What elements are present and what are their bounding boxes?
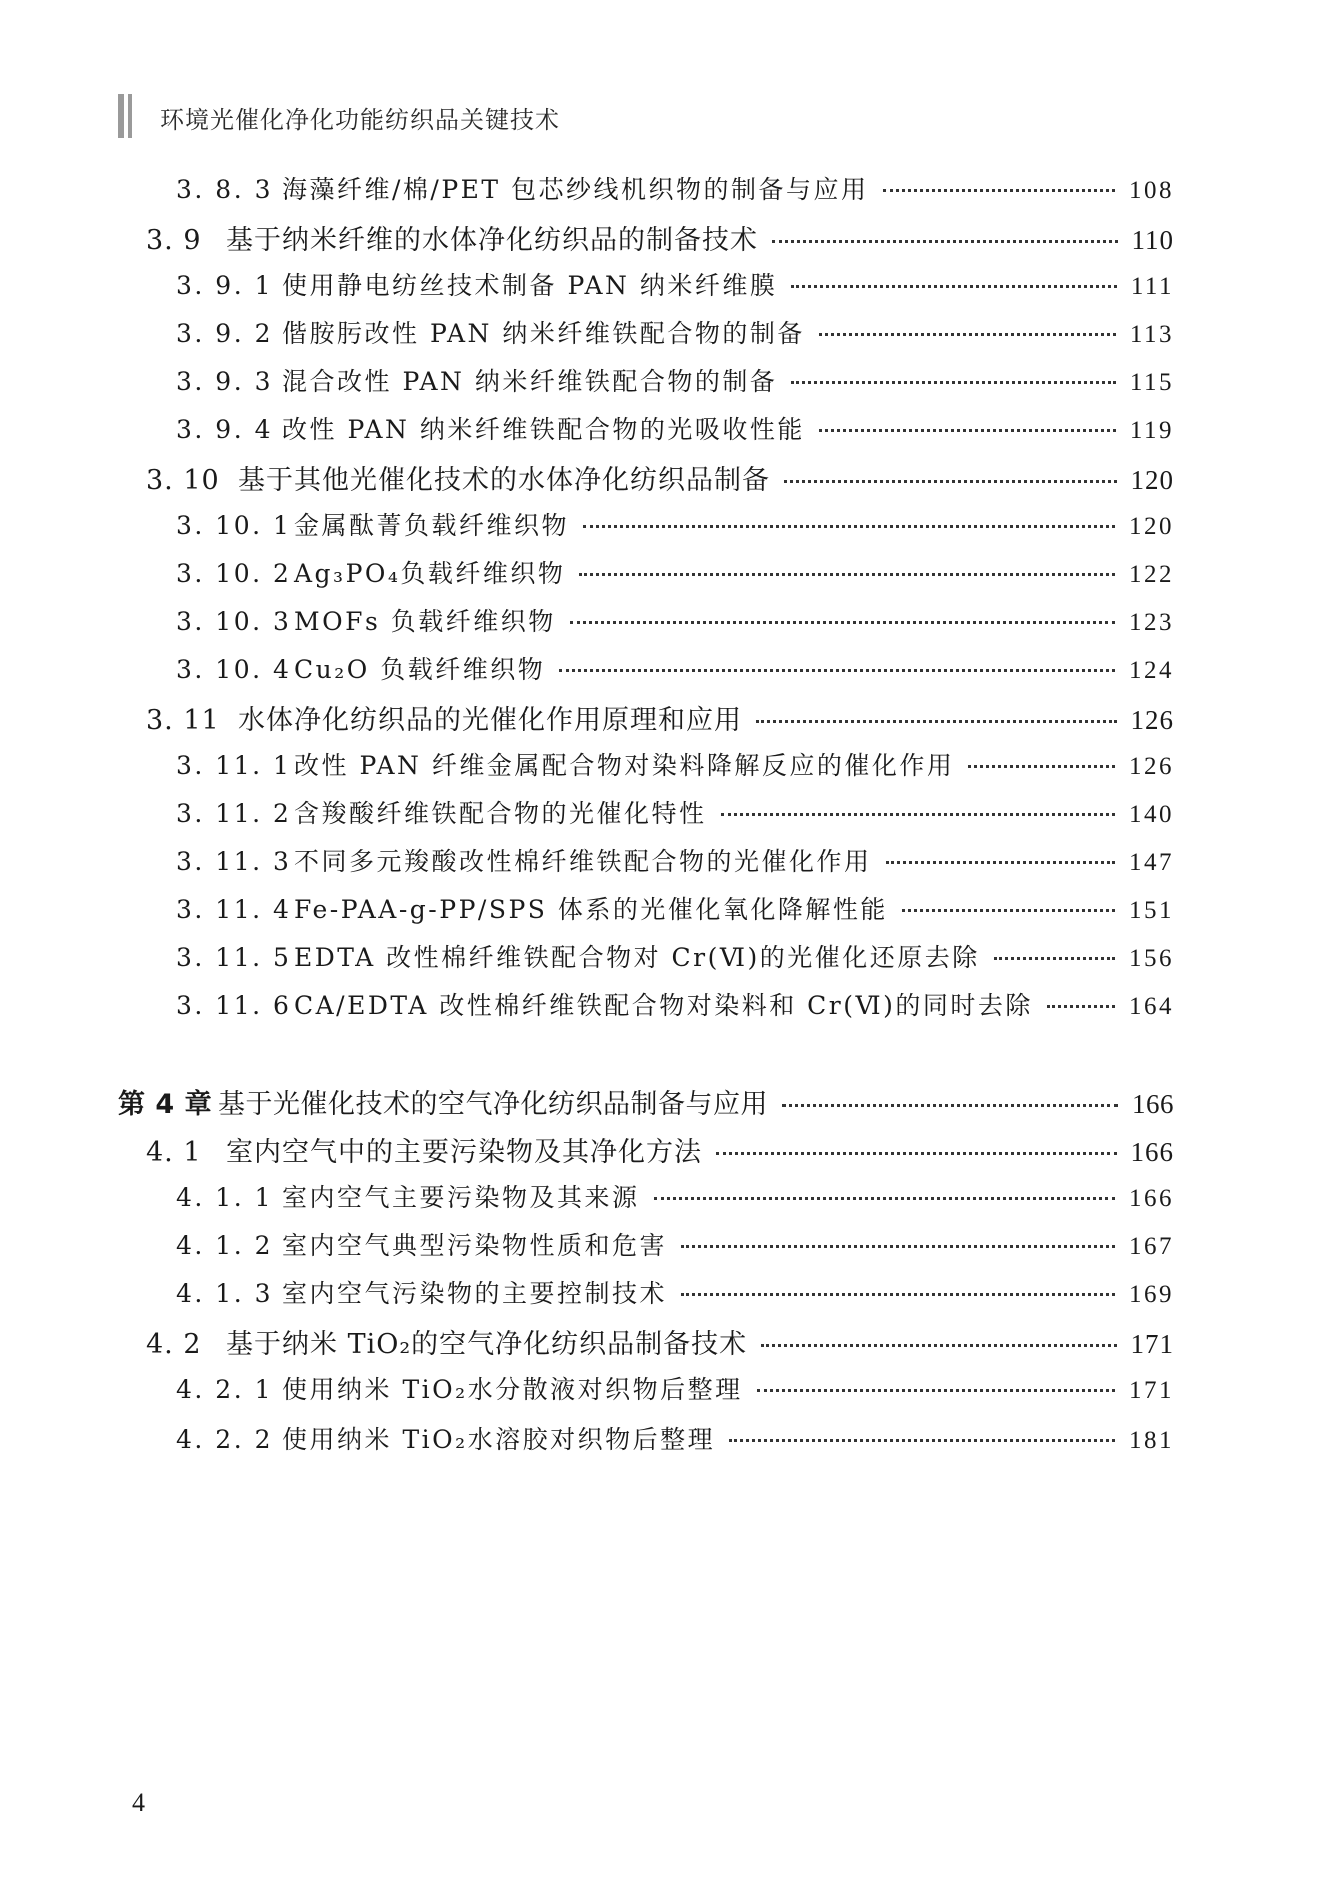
toc-entry [176, 842, 1174, 882]
toc-entry [176, 554, 1174, 594]
toc-leader [994, 957, 1115, 960]
toc-leader [772, 240, 1118, 243]
toc-title: 金属酞菁负载纤维织物 [294, 511, 570, 540]
toc-title: 偕胺肟改性 PAN 纳米纤维铁配合物的制备 [282, 319, 805, 348]
toc-leader [1047, 1005, 1115, 1008]
toc-title: 室内空气典型污染物性质和危害 [282, 1231, 668, 1260]
toc-page: 147 [1129, 849, 1174, 876]
toc-number: 3. 9. 2 [176, 319, 274, 348]
toc-page: 124 [1129, 657, 1174, 684]
toc-number: 3. 11 [146, 705, 220, 736]
toc-entry [176, 890, 1174, 930]
toc-page: 167 [1129, 1233, 1174, 1260]
toc-leader [886, 861, 1115, 864]
toc-number: 3. 10. 3 [176, 607, 292, 636]
toc-page: 111 [1130, 273, 1174, 300]
toc-page: 151 [1129, 897, 1174, 924]
toc-number: 3. 11. 2 [176, 799, 292, 828]
toc-chapter-number: 第 4 章 [118, 1089, 213, 1120]
toc-leader [757, 1389, 1115, 1392]
toc-title: MOFs 负载纤维织物 [294, 607, 556, 636]
toc-page: 156 [1129, 945, 1174, 972]
toc-leader [559, 669, 1115, 672]
toc-number: 3. 11. 3 [176, 847, 292, 876]
toc-leader [756, 720, 1117, 723]
toc-entry [176, 1274, 1174, 1314]
toc-page: 113 [1129, 321, 1174, 348]
toc-number: 3. 10. 1 [176, 511, 292, 540]
toc-page: 108 [1129, 177, 1174, 204]
toc-title: 改性 PAN 纤维金属配合物对染料降解反应的催化作用 [294, 751, 955, 780]
toc-title: 室内空气中的主要污染物及其净化方法 [226, 1137, 702, 1168]
toc-title: 室内空气主要污染物及其来源 [282, 1183, 640, 1212]
toc-leader [716, 1152, 1117, 1155]
toc-entry [146, 1322, 1174, 1362]
toc-leader [791, 285, 1116, 288]
toc-leader [791, 381, 1116, 384]
toc-page: 126 [1130, 705, 1174, 735]
toc-chapter-entry [118, 1082, 1174, 1122]
toc-page: 140 [1129, 801, 1174, 828]
toc-page: 110 [1131, 225, 1174, 255]
toc-page: 171 [1130, 1329, 1174, 1359]
toc-number: 3. 11. 6 [176, 991, 292, 1020]
toc-number: 4. 1. 3 [176, 1279, 274, 1308]
toc-entry [176, 314, 1174, 354]
toc-leader [654, 1197, 1115, 1200]
toc-number: 4. 2. 2 [176, 1425, 274, 1454]
toc-number: 3. 9 [146, 225, 202, 256]
toc-title: Cu₂O 负载纤维织物 [294, 655, 546, 684]
toc-number: 3. 10. 4 [176, 655, 292, 684]
toc-leader [819, 429, 1116, 432]
toc-entry [146, 698, 1174, 738]
header-rule-thin [128, 94, 132, 138]
toc-page: 166 [1132, 1089, 1174, 1119]
toc-number: 4. 1 [146, 1137, 202, 1168]
toc-title: 海藻纤维/棉/PET 包芯纱线机织物的制备与应用 [282, 175, 869, 204]
toc-entry [176, 746, 1174, 786]
toc-title: 改性 PAN 纳米纤维铁配合物的光吸收性能 [282, 415, 805, 444]
toc-page: 166 [1130, 1137, 1174, 1167]
toc-entry [176, 650, 1174, 690]
toc-entry [176, 1226, 1174, 1266]
toc-number: 4. 2. 1 [176, 1375, 274, 1404]
toc-page: 171 [1129, 1377, 1174, 1404]
toc-leader [784, 480, 1117, 483]
toc-entry [176, 1178, 1174, 1218]
toc-entry [176, 362, 1174, 402]
toc-number: 4. 1. 1 [176, 1183, 274, 1212]
toc-title: Fe-PAA-g-PP/SPS 体系的光催化氧化降解性能 [294, 895, 888, 924]
toc-number: 3. 9. 4 [176, 415, 274, 444]
toc-entry [176, 170, 1174, 210]
toc-title: 水体净化纺织品的光催化作用原理和应用 [238, 705, 742, 736]
toc-leader [729, 1439, 1115, 1442]
toc-page: 123 [1129, 609, 1174, 636]
toc-number: 4. 1. 2 [176, 1231, 274, 1260]
toc-leader [902, 909, 1115, 912]
toc-number: 3. 10. 2 [176, 559, 292, 588]
toc-page: 166 [1129, 1185, 1174, 1212]
toc-leader [782, 1104, 1118, 1107]
toc-page: 115 [1129, 369, 1174, 396]
toc-leader [883, 189, 1115, 192]
toc-page: 126 [1129, 753, 1174, 780]
toc-page: 169 [1129, 1281, 1174, 1308]
toc-title: 基于其他光催化技术的水体净化纺织品制备 [238, 465, 770, 496]
toc-leader [579, 573, 1115, 576]
toc-title: 含羧酸纤维铁配合物的光催化特性 [294, 799, 707, 828]
toc-leader [570, 621, 1115, 624]
toc-page: 120 [1130, 465, 1174, 495]
toc-entry [176, 506, 1174, 546]
toc-leader [681, 1293, 1115, 1296]
toc-title: 使用纳米 TiO₂水溶胶对织物后整理 [282, 1425, 716, 1454]
toc-leader [761, 1344, 1116, 1347]
toc-number: 3. 9. 1 [176, 271, 274, 300]
toc-number: 3. 11. 5 [176, 943, 292, 972]
toc-number: 4. 2 [146, 1329, 202, 1360]
toc-leader [721, 813, 1115, 816]
toc-title: EDTA 改性棉纤维铁配合物对 Cr(Ⅵ)的光催化还原去除 [294, 943, 980, 972]
toc-entry [176, 1420, 1174, 1460]
toc-title: 基于纳米纤维的水体净化纺织品的制备技术 [226, 225, 758, 256]
toc-entry [176, 794, 1174, 834]
toc-entry [176, 602, 1174, 642]
toc-title: Ag₃PO₄负载纤维织物 [294, 559, 566, 588]
header-rule-thick [118, 94, 124, 138]
toc-page: 120 [1129, 513, 1174, 540]
page-number: 4 [132, 1788, 145, 1817]
toc-leader [968, 765, 1115, 768]
toc-number: 3. 11. 1 [176, 751, 292, 780]
toc-entry [176, 410, 1174, 450]
toc-entry [176, 266, 1174, 306]
toc-page: 122 [1129, 561, 1174, 588]
toc-number: 3. 8. 3 [176, 175, 274, 204]
toc-title: 使用静电纺丝技术制备 PAN 纳米纤维膜 [282, 271, 778, 300]
toc-entry [146, 218, 1174, 258]
toc-title: 基于光催化技术的空气净化纺织品制备与应用 [218, 1089, 768, 1120]
toc-leader [583, 525, 1115, 528]
toc-leader [681, 1245, 1115, 1248]
toc-title: 使用纳米 TiO₂水分散液对织物后整理 [282, 1375, 743, 1404]
toc-number: 3. 9. 3 [176, 367, 274, 396]
toc-title: 不同多元羧酸改性棉纤维铁配合物的光催化作用 [294, 847, 872, 876]
toc-title: 室内空气污染物的主要控制技术 [282, 1279, 668, 1308]
toc-page: 119 [1129, 417, 1174, 444]
toc-entry [146, 458, 1174, 498]
toc-page: 164 [1129, 993, 1174, 1020]
toc-page: 181 [1129, 1427, 1174, 1454]
toc-title: 混合改性 PAN 纳米纤维铁配合物的制备 [282, 367, 778, 396]
toc-title: 基于纳米 TiO₂的空气净化纺织品制备技术 [226, 1329, 748, 1360]
toc-entry [146, 1130, 1174, 1170]
toc-title: CA/EDTA 改性棉纤维铁配合物对染料和 Cr(Ⅵ)的同时去除 [294, 991, 1033, 1020]
toc-entry [176, 938, 1174, 978]
toc-number: 3. 10 [146, 465, 220, 496]
toc-leader [819, 333, 1116, 336]
toc-entry [176, 1370, 1174, 1410]
toc-number: 3. 11. 4 [176, 895, 292, 924]
running-title: 环境光催化净化功能纺织品关键技术 [160, 106, 560, 134]
toc-entry [176, 986, 1174, 1026]
